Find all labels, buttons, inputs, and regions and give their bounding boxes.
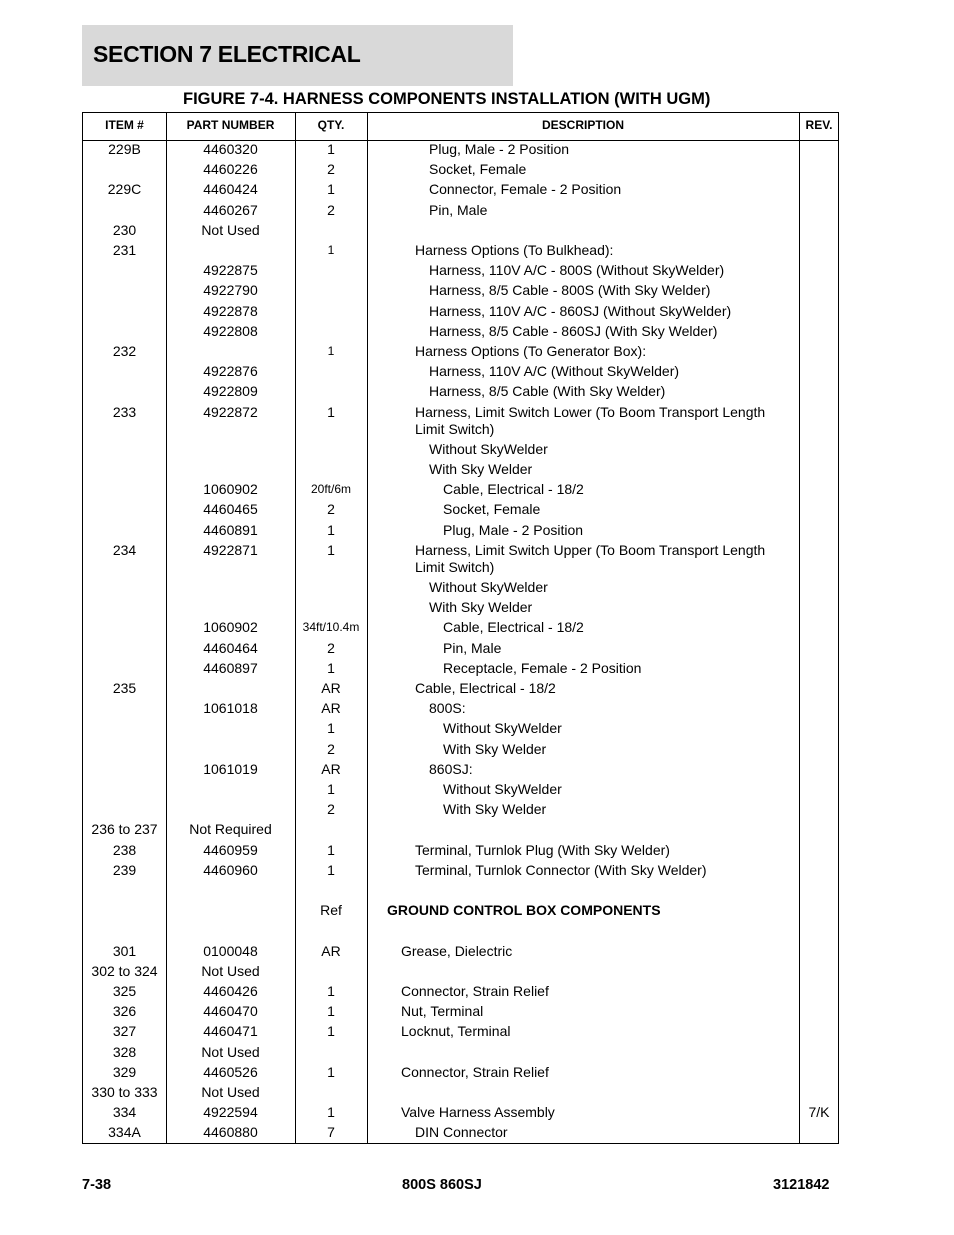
part-number: 0100048 [203,942,258,959]
part-number: Not Required [189,821,272,838]
description: With Sky Welder [429,599,533,616]
quantity: AR [321,700,341,717]
quantity: AR [321,680,341,696]
quantity: 1 [327,861,335,878]
description: Connector, Strain Relief [401,983,549,999]
description: Without SkyWelder [443,781,562,797]
item-number: 302 to 324 [91,962,158,979]
item-number: 239 [112,861,137,878]
description: Receptacle, Female - 2 Position [443,659,642,676]
item-number: 325 [112,983,137,999]
quantity: 2 [327,639,335,656]
description: Locknut, Terminal [401,1023,511,1040]
quantity: 1 [327,659,335,676]
description: Harness, 8/5 Cable - 800S (With Sky Welder) [429,282,711,299]
item-number: 238 [112,841,137,858]
item-number: 329 [112,1063,137,1080]
part-number: 4460464 [203,639,258,656]
description: 860SJ: [429,760,473,777]
part-number: 4922790 [203,282,258,299]
item-number: 235 [112,680,137,696]
part-number: 1060902 [203,481,258,498]
part-number: 4922878 [203,302,258,319]
item-number: 326 [112,1003,137,1020]
description: Pin, Male [429,201,488,218]
part-number: Not Used [201,1084,260,1100]
item-number: 301 [112,942,137,959]
part-number: 4922872 [203,403,258,420]
figure-title: FIGURE 7-4. HARNESS COMPONENTS INSTALLATION (WITH UGM) [183,90,711,108]
part-number: 4460426 [203,983,258,999]
description: Terminal, Turnlok Connector (With Sky Welder) [415,861,707,878]
item-number: 334 [112,1104,137,1121]
revision: 7/K [808,1104,830,1121]
description: Pin, Male [443,639,502,656]
quantity: 1 [327,541,335,558]
quantity: 2 [327,161,335,178]
description: Cable, Electrical - 18/2 [443,481,584,498]
part-number: 4922875 [203,262,258,279]
quantity: AR [321,760,341,777]
description: Plug, Male - 2 Position [429,141,570,157]
part-number: 4922876 [203,363,258,380]
description: Without SkyWelder [443,720,562,737]
description: Harness, Limit Switch Upper (To Boom Transport Length Limit Switch) [415,541,766,575]
footer-model: 800S 860SJ [402,1177,482,1193]
part-number: 4460320 [203,141,258,157]
quantity: AR [321,942,341,959]
part-number: 4460891 [203,521,258,538]
part-number: 4460897 [203,659,258,676]
part-number: 4460226 [203,161,258,178]
item-number: 233 [112,403,137,420]
part-number: 4922871 [203,541,258,558]
quantity: 1 [327,1063,335,1080]
part-number: 4460471 [203,1023,258,1040]
quantity: 34ft/10.4m [302,620,360,635]
description: 800S: [429,700,466,717]
item-number: 229C [107,181,142,198]
part-number: 4922809 [203,383,258,400]
header-qty: QTY. [317,118,345,132]
description: Harness Options (To Bulkhead): [415,242,614,258]
header-rev: REV. [805,118,833,132]
description: Without SkyWelder [429,579,548,595]
description: Harness Options (To Generator Box): [415,343,647,359]
column-divider [799,113,800,1143]
part-number: 4460526 [203,1063,258,1080]
column-divider [367,113,368,1143]
description: Cable, Electrical - 18/2 [415,680,556,696]
part-number: 1061019 [203,760,258,777]
quantity: 1 [327,181,335,198]
part-number: 4460880 [203,1124,258,1141]
description: Socket, Female [443,501,541,518]
item-number: 230 [112,221,137,238]
header-description: DESCRIPTION [541,118,624,132]
item-number: 232 [112,343,137,359]
description: Socket, Female [429,161,527,178]
quantity: 1 [327,1023,335,1040]
quantity: 1 [327,1104,335,1121]
description: Harness, 8/5 Cable - 860SJ (With Sky Welder) [429,322,718,339]
description: Terminal, Turnlok Plug (With Sky Welder) [415,841,670,858]
quantity: 1 [327,841,335,858]
quantity: 1 [327,781,335,797]
quantity: 2 [327,501,335,518]
footer-doc-number: 3121842 [773,1177,830,1193]
item-number: 234 [112,541,137,558]
quantity: 1 [327,983,335,999]
quantity: Ref [320,902,342,919]
quantity: 1 [327,403,335,420]
part-number: 4460470 [203,1003,258,1020]
part-number: 4460267 [203,201,258,218]
header-item: ITEM # [105,118,144,132]
quantity: 2 [327,201,335,218]
quantity: 1 [327,521,335,538]
part-number: 4922808 [203,322,258,339]
description: Connector, Female - 2 Position [429,181,622,198]
item-number: 231 [112,242,137,258]
description: With Sky Welder [443,801,547,818]
part-number: 4460424 [203,181,258,198]
part-number: Not Used [201,1043,260,1060]
description: Grease, Dielectric [401,942,513,959]
description: Harness, 110V A/C - 860SJ (Without SkyWelder) [429,302,732,319]
part-number: 1060902 [203,619,258,636]
part-number: Not Used [201,962,260,979]
quantity: 1 [327,344,335,358]
item-number: 236 to 237 [91,821,158,838]
description: Harness, 110V A/C - 800S (Without SkyWelder) [429,262,725,279]
quantity: 2 [327,801,335,818]
quantity: 1 [327,1003,335,1020]
part-number: 4460960 [203,861,258,878]
quantity: 1 [327,243,335,257]
part-number: 4922594 [203,1104,258,1121]
description: Nut, Terminal [401,1003,484,1020]
quantity: 1 [327,141,335,157]
description: Plug, Male - 2 Position [443,521,584,538]
description: Valve Harness Assembly [401,1104,555,1121]
part-number: 4460959 [203,841,258,858]
description: Harness, 8/5 Cable (With Sky Welder) [429,383,666,400]
description: Harness, 110V A/C (Without SkyWelder) [429,363,680,380]
header-part-number: PART NUMBER [186,118,275,132]
description: Harness, Limit Switch Lower (To Boom Transport Length Limit Switch) [415,403,766,437]
part-number: 4460465 [203,501,258,518]
description: Connector, Strain Relief [401,1063,549,1080]
description: GROUND CONTROL BOX COMPONENTS [387,902,661,919]
section-title: SECTION 7 ELECTRICAL [93,41,361,67]
item-number: 334A [108,1124,141,1141]
quantity: 1 [327,720,335,737]
quantity: 2 [327,740,335,757]
description: DIN Connector [415,1124,508,1141]
quantity: 20ft/6m [310,482,352,497]
item-number: 327 [112,1023,137,1040]
description: Cable, Electrical - 18/2 [443,619,584,636]
description: Without SkyWelder [429,440,548,457]
footer-page-number: 7-38 [82,1177,112,1193]
part-number: 1061018 [203,700,258,717]
quantity: 7 [327,1124,335,1141]
part-number: Not Used [201,221,260,238]
parts-table [82,112,839,1144]
item-number: 330 to 333 [91,1084,158,1100]
item-number: 328 [112,1043,137,1060]
item-number: 229B [108,141,141,157]
description: With Sky Welder [443,740,547,757]
description: With Sky Welder [429,461,533,477]
